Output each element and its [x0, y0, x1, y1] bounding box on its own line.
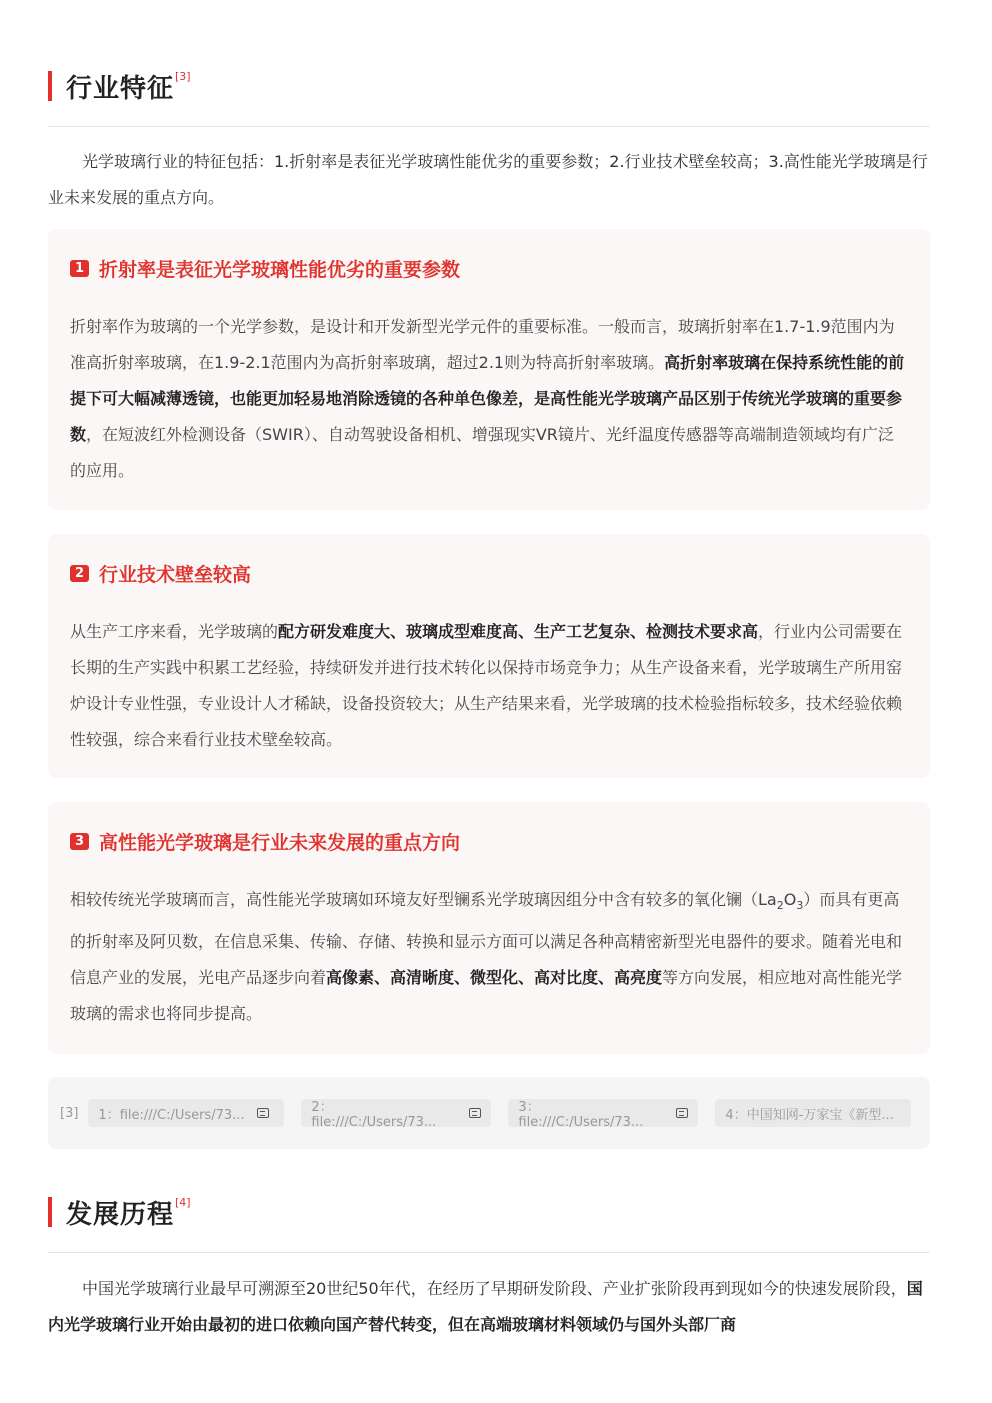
card-body	[70, 309, 906, 489]
body-text: 从生产工序来看，光学玻璃的	[70, 622, 279, 641]
reference-link[interactable]	[301, 1099, 491, 1130]
section-heading	[48, 66, 930, 106]
link-icon	[469, 1108, 481, 1118]
body-text: 折射率作为玻璃的一个光学参数，是设计和开发新型光学元件的重要标准。一般而言，玻璃折射率在1.7-1.9范围内为准高折射率玻璃，在1.9-2.1范围内为高折射率玻璃，超过2.1则为特高折射率玻璃。	[70, 317, 895, 372]
reference-text: 4：中国知网-万家宝《新型...	[725, 1107, 894, 1123]
section-development-history	[48, 1192, 930, 1343]
body-text: O	[783, 890, 797, 909]
reference-link[interactable]	[88, 1099, 284, 1127]
body-emphasis: 高像素、高清晰度、微型化、高对比度、高亮度	[326, 968, 663, 988]
section-intro: 光学玻璃行业的特征包括：1.折射率是表征光学玻璃性能优劣的重要参数；2.行业技术壁垒较高；3.高性能光学玻璃是行业未来发展的重点方向。	[48, 152, 928, 207]
citation-link[interactable]: [4]	[175, 1195, 191, 1209]
card-body	[70, 614, 906, 758]
link-icon	[257, 1108, 269, 1118]
body-emphasis: 高折射率玻璃在保持系统性能的前提下可大幅减薄透镜，也能更加轻易地消除透镜的各种单色像差，是高性能光学玻璃产品区别于传统光学玻璃的重要参数	[70, 353, 905, 444]
feature-card-3	[48, 802, 930, 1054]
section-industry-features	[48, 66, 930, 216]
card-heading	[70, 826, 906, 856]
reference-text: 2：file:///C:/Users/73...	[311, 1100, 437, 1130]
body-text: ，在短波红外检测设备（SWIR）、自动驾驶设备相机、增强现实VR镜片、光纤温度传感器等高端制造领域均有广泛的应用。	[70, 425, 894, 480]
body-text: 中国光学玻璃行业最早可溯源至20世纪50年代，在经历了早期研发阶段、产业扩张阶段再到现如今的快速发展阶段，	[82, 1279, 907, 1298]
reference-link[interactable]	[508, 1099, 698, 1130]
card-heading	[70, 253, 906, 283]
number-badge: 2	[70, 565, 89, 582]
section-divider	[48, 1252, 930, 1253]
section-heading	[48, 1192, 930, 1232]
card-title: 行业技术壁垒较高	[99, 563, 252, 586]
card-heading	[70, 558, 906, 588]
references-label: [3]	[60, 1105, 79, 1121]
references-bar	[48, 1077, 930, 1149]
feature-card-1	[48, 229, 930, 510]
card-title: 高性能光学玻璃是行业未来发展的重点方向	[99, 831, 461, 854]
section-title: 行业特征	[66, 73, 175, 104]
citation-link[interactable]: [3]	[175, 69, 191, 83]
link-icon	[676, 1108, 688, 1118]
body-text: ，行业内公司需要在长期的生产实践中积累工艺经验，持续研发并进行技术转化以保持市场竞争力；从生产设备来看，光学玻璃生产所用窑炉设计专业性强，专业设计人才稀缺，设备投资较大；从生产结果来看，光学玻璃的技术检验指标较多，技术经验依赖性较强，综合来看行业技术壁垒较高。	[70, 622, 903, 749]
subscript: 2	[776, 899, 784, 913]
body-emphasis: 国内光学玻璃行业开始由最初的进口依赖向国产替代转变，但在高端玻璃材料领域仍与国外头部厂商	[48, 1279, 923, 1334]
body-text: 等方向发展，相应地对高性能光学玻璃的需求也将同步提高。	[70, 968, 903, 1024]
number-badge: 1	[70, 260, 89, 277]
section-title: 发展历程	[66, 1199, 175, 1230]
reference-text: 3：file:///C:/Users/73...	[518, 1100, 644, 1130]
reference-text: 1：file:///C:/Users/73...	[98, 1107, 245, 1123]
body-emphasis: 配方研发难度大、玻璃成型难度高、生产工艺复杂、检测技术要求高	[278, 622, 759, 641]
subscript: 3	[796, 899, 804, 913]
section-divider	[48, 126, 930, 127]
feature-card-2	[48, 534, 930, 778]
card-title: 折射率是表征光学玻璃性能优劣的重要参数	[99, 258, 461, 281]
body-text: 相较传统光学玻璃而言，高性能光学玻璃如环境友好型镧系光学玻璃因组分中含有较多的氧化镧（La	[70, 890, 777, 909]
section-accent-bar	[48, 71, 52, 101]
card-body	[70, 882, 906, 1032]
number-badge: 3	[70, 833, 89, 850]
body-text: ）而具有更高的折射率及阿贝数，在信息采集、传输、存储、转换和显示方面可以满足各种高精密新型光电器件的要求。随着光电和信息产业的发展，光电产品逐步向着	[70, 890, 903, 988]
reference-link[interactable]	[715, 1099, 911, 1127]
section-intro	[48, 1271, 930, 1343]
section-accent-bar	[48, 1197, 52, 1227]
